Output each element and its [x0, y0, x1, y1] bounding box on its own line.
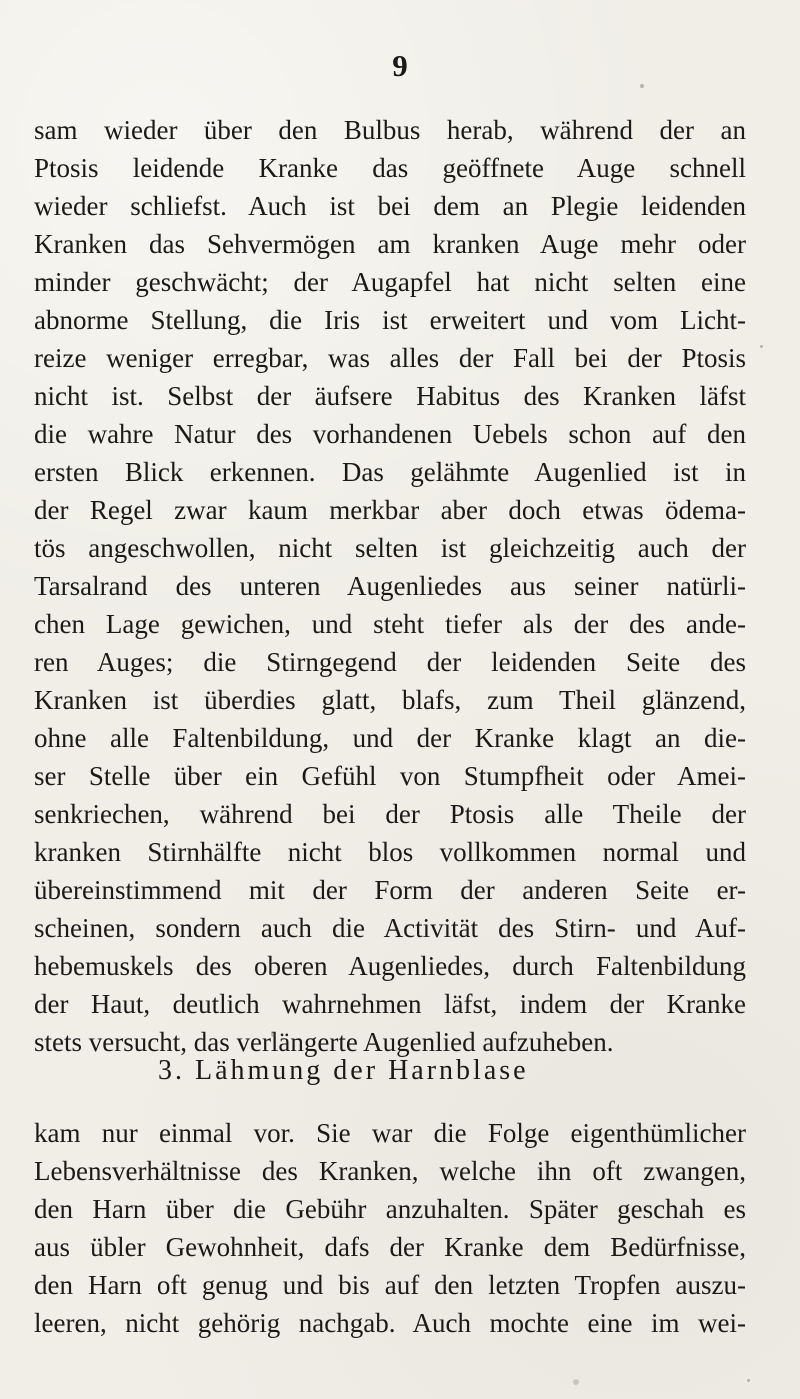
text-line: chen Lage gewichen, und steht tiefer als der des ande- — [34, 609, 746, 639]
text-line: tös angeschwollen, nicht selten ist gleichzeitig auch der — [34, 533, 746, 563]
text-line: der Regel zwar kaum merkbar aber doch etwas ödema- — [34, 495, 746, 525]
text-line: stets versucht, das verlängerte Augenlied aufzuheben. — [34, 1027, 614, 1057]
paper-speck — [640, 84, 644, 88]
text-line: minder geschwächt; der Augapfel hat nicht selten eine — [34, 267, 746, 297]
page-number: 9 — [392, 48, 408, 83]
text-line: Tarsalrand des unteren Augenliedes aus seiner natürli- — [34, 571, 746, 601]
text-line: Ptosis leidende Kranke das geöffnete Auge schnell — [34, 153, 746, 183]
text-line: senkriechen, während bei der Ptosis alle Theile der — [34, 799, 746, 829]
text-line: scheinen, sondern auch die Activität des Stirn- und Auf- — [34, 913, 746, 943]
text-line: ersten Blick erkennen. Das gelähmte Augenlied ist in — [34, 457, 746, 487]
paper-speck — [760, 345, 763, 348]
text-line: den Harn über die Gebühr anzuhalten. Später geschah es — [34, 1194, 746, 1224]
text-line: kranken Stirnhälfte nicht blos vollkommen normal und — [34, 837, 746, 867]
text-line: ser Stelle über ein Gefühl von Stumpfheit oder Amei- — [34, 761, 746, 791]
text-line: den Harn oft genug und bis auf den letzten Tropfen auszu- — [34, 1270, 746, 1300]
paper-speck — [747, 1379, 750, 1382]
text-line: Kranken ist überdies glatt, blafs, zum Theil glänzend, — [34, 685, 746, 715]
section-heading: 3. Lähmung der Harnblase — [158, 1055, 529, 1086]
text-line: übereinstimmend mit der Form der anderen Seite er- — [34, 875, 746, 905]
text-line: hebemuskels des oberen Augenliedes, durch Faltenbildung — [34, 951, 746, 981]
paper-speck — [271, 1032, 276, 1037]
paper-speck — [573, 1379, 579, 1385]
text-line: abnorme Stellung, die Iris ist erweitert und vom Licht- — [34, 305, 746, 335]
text-line: der Haut, deutlich wahrnehmen läfst, indem der Kranke — [34, 989, 746, 1019]
text-line: ren Auges; die Stirngegend der leidenden Seite des — [34, 647, 746, 677]
text-line: sam wieder über den Bulbus herab, während der an — [34, 115, 746, 145]
text-line: nicht ist. Selbst der äufsere Habitus des Kranken läfst — [34, 381, 746, 411]
text-line: wieder schliefst. Auch ist bei dem an Plegie leidenden — [34, 191, 746, 221]
text-line: leeren, nicht gehörig nachgab. Auch mochte eine im wei- — [34, 1308, 746, 1338]
text-line: reize weniger erregbar, was alles der Fall bei der Ptosis — [34, 343, 746, 373]
text-line: kam nur einmal vor. Sie war die Folge eigenthümlicher — [34, 1118, 746, 1148]
text-line: ohne alle Faltenbildung, und der Kranke klagt an die- — [34, 723, 746, 753]
text-line: Lebensverhältnisse des Kranken, welche ihn oft zwangen, — [34, 1156, 746, 1186]
text-line: die wahre Natur des vorhandenen Uebels schon auf den — [34, 419, 746, 449]
text-line: aus übler Gewohnheit, dafs der Kranke dem Bedürfnisse, — [34, 1232, 746, 1262]
text-line: Kranken das Sehvermögen am kranken Auge mehr oder — [34, 229, 746, 259]
